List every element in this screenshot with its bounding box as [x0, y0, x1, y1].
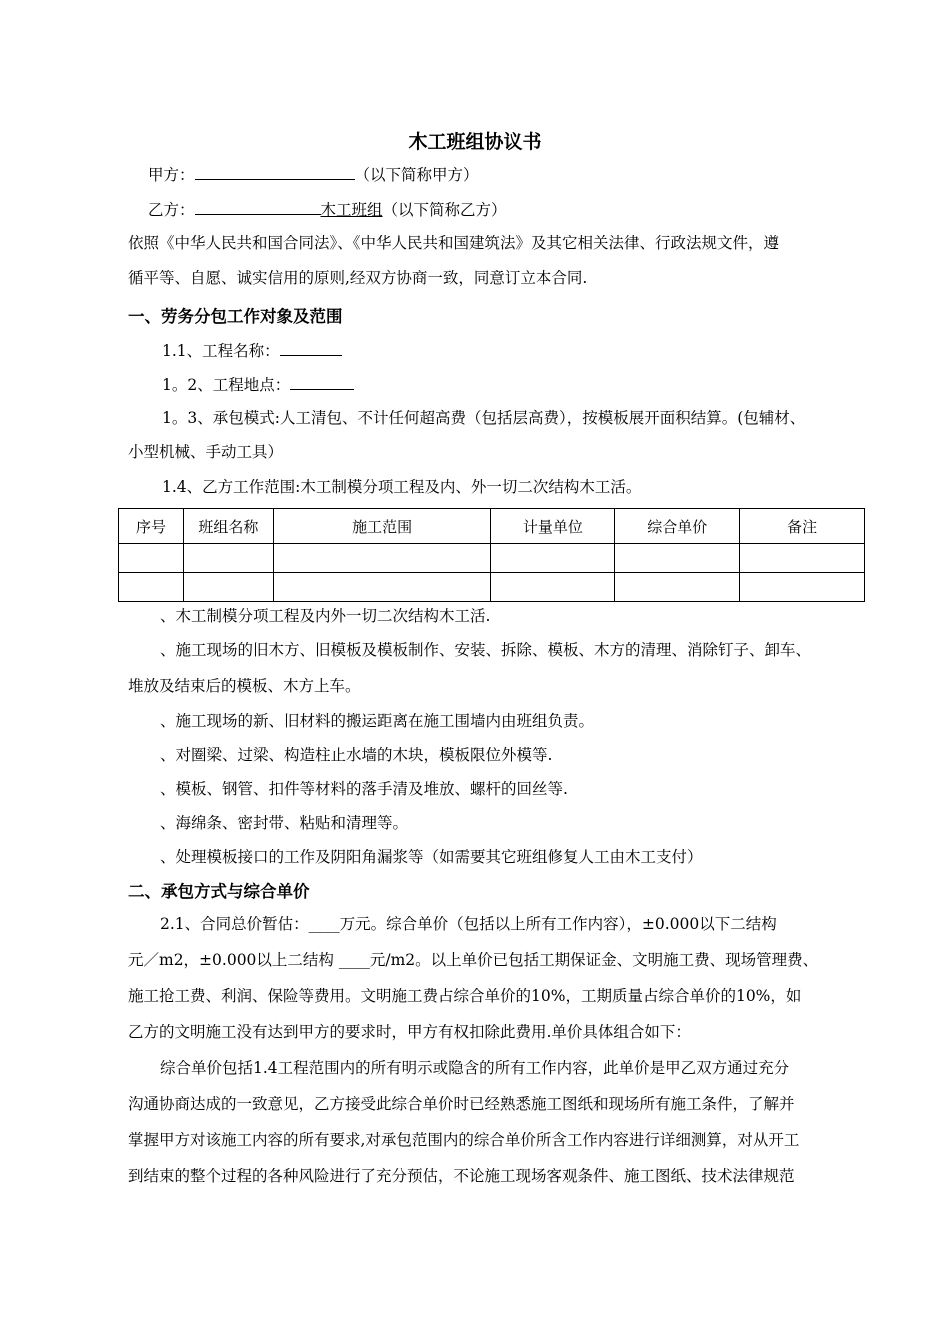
scope-item: 、施工现场的旧木方、旧模板及模板制作、安装、拆除、模板、木方的清理、消除钉子、卸车、: [160, 641, 812, 659]
party-a-label: 甲方：: [148, 166, 195, 184]
scope-item: 、施工现场的新、旧材料的搬运距离在施工围墙内由班组负责。: [160, 712, 595, 730]
project-name-blank: [280, 339, 342, 356]
item-1-3-line-1: 1。3、承包模式:人工清包、不计任何超高费（包括层高费），按模板展开面积结算。(包辅材、: [162, 409, 806, 427]
table-header-cell: 综合单价: [615, 509, 740, 544]
para-2-2-line-1: 综合单价包括1.4工程范围内的所有明示或隐含的所有工作内容，此单价是甲乙双方通过充分: [160, 1059, 790, 1077]
table-header-row: [119, 509, 865, 544]
table-cell: [183, 573, 273, 602]
para-2-2-line-2: 沟通协商达成的一致意见，乙方接受此综合单价时已经熟悉施工图纸和现场所有施工条件，了解并: [128, 1095, 795, 1113]
section-1-heading: 一、劳务分包工作对象及范围: [128, 307, 343, 326]
para-2-1-line-3: 施工抢工费、利润、保险等费用。文明施工费占综合单价的10%，工期质量占综合单价的10%，如: [128, 987, 802, 1005]
table-header-cell: 备注: [740, 509, 865, 544]
scope-table: [118, 508, 865, 602]
scope-item: 、模板、钢管、扣件等材料的落手清及堆放、螺杆的回丝等.: [160, 780, 568, 798]
table-cell: [615, 573, 740, 602]
item-1-1: [162, 339, 342, 361]
table-cell: [740, 573, 865, 602]
table-header-cell: 计量单位: [491, 509, 615, 544]
para-2-2-line-4: 到结束的整个过程的各种风险进行了充分预估，不论施工现场客观条件、施工图纸、技术法律规范: [128, 1167, 795, 1185]
scope-item: 、木工制模分项工程及内外一切二次结构木工活.: [160, 607, 491, 625]
project-location-blank: [290, 373, 354, 390]
para-2-1-line-4: 乙方的文明施工没有达到甲方的要求时，甲方有权扣除此费用.单价具体组合如下：: [128, 1023, 691, 1041]
table-cell: [119, 544, 184, 573]
table-cell: [491, 573, 615, 602]
item-1-1-label: 1.1、工程名称：: [162, 342, 280, 360]
intro-line-1: 依照《中华人民共和国合同法》、《中华人民共和国建筑法》及其它相关法律、行政法规文件，遵: [128, 234, 780, 252]
party-b-value: 木工班组: [320, 201, 383, 219]
para-2-1-line-1: 2.1、合同总价暂估：____万元。综合单价（包括以上所有工作内容），±0.000以下二结构: [160, 915, 777, 933]
table-cell: [119, 573, 184, 602]
scope-item: 、海绵条、密封带、粘贴和清理等。: [160, 814, 409, 832]
table-cell: [740, 544, 865, 573]
party-b-blank: [195, 198, 321, 215]
table-cell: [615, 544, 740, 573]
item-1-2: [162, 373, 354, 395]
table-header-cell: 序号: [119, 509, 184, 544]
party-b-line: [148, 198, 507, 220]
party-a-line: [148, 163, 479, 185]
table-cell: [273, 573, 491, 602]
party-b-note: （以下简称乙方）: [382, 201, 507, 219]
scope-item: 堆放及结束后的模板、木方上车。: [128, 677, 361, 695]
scope-item: 、对圈梁、过梁、构造柱止水墙的木块，模板限位外模等.: [160, 746, 553, 764]
item-1-4: 1.4、乙方工作范围:木工制模分项工程及内、外一切二次结构木工活。: [162, 478, 642, 496]
para-2-2-line-3: 掌握甲方对该施工内容的所有要求,对承包范围内的综合单价所含工作内容进行详细测算，对从开工: [128, 1131, 800, 1149]
table-header-cell: 施工范围: [273, 509, 491, 544]
document-title: 木工班组协议书: [408, 131, 542, 153]
intro-line-2: 循平等、自愿、诚实信用的原则,经双方协商一致，同意订立本合同.: [128, 269, 588, 287]
party-a-note: （以下简称甲方）: [354, 166, 479, 184]
scope-item: 、处理模板接口的工作及阴阳角漏浆等（如需要其它班组修复人工由木工支付）: [160, 848, 703, 866]
table-header-cell: 班组名称: [183, 509, 273, 544]
para-2-1-line-2: 元／m2，±0.000以上二结构 ____元/m2。以上单价已包括工期保证金、文明施工费、现场管理费、: [128, 951, 819, 969]
section-2-heading: 二、承包方式与综合单价: [128, 882, 310, 901]
table-cell: [183, 544, 273, 573]
table-cell: [273, 544, 491, 573]
party-b-label: 乙方：: [148, 201, 195, 219]
table-row: [119, 573, 865, 602]
table-row: [119, 544, 865, 573]
item-1-3-line-2: 小型机械、手动工具）: [128, 443, 284, 461]
table-cell: [491, 544, 615, 573]
item-1-2-label: 1。2、工程地点：: [162, 376, 291, 394]
party-a-blank: [195, 163, 355, 180]
